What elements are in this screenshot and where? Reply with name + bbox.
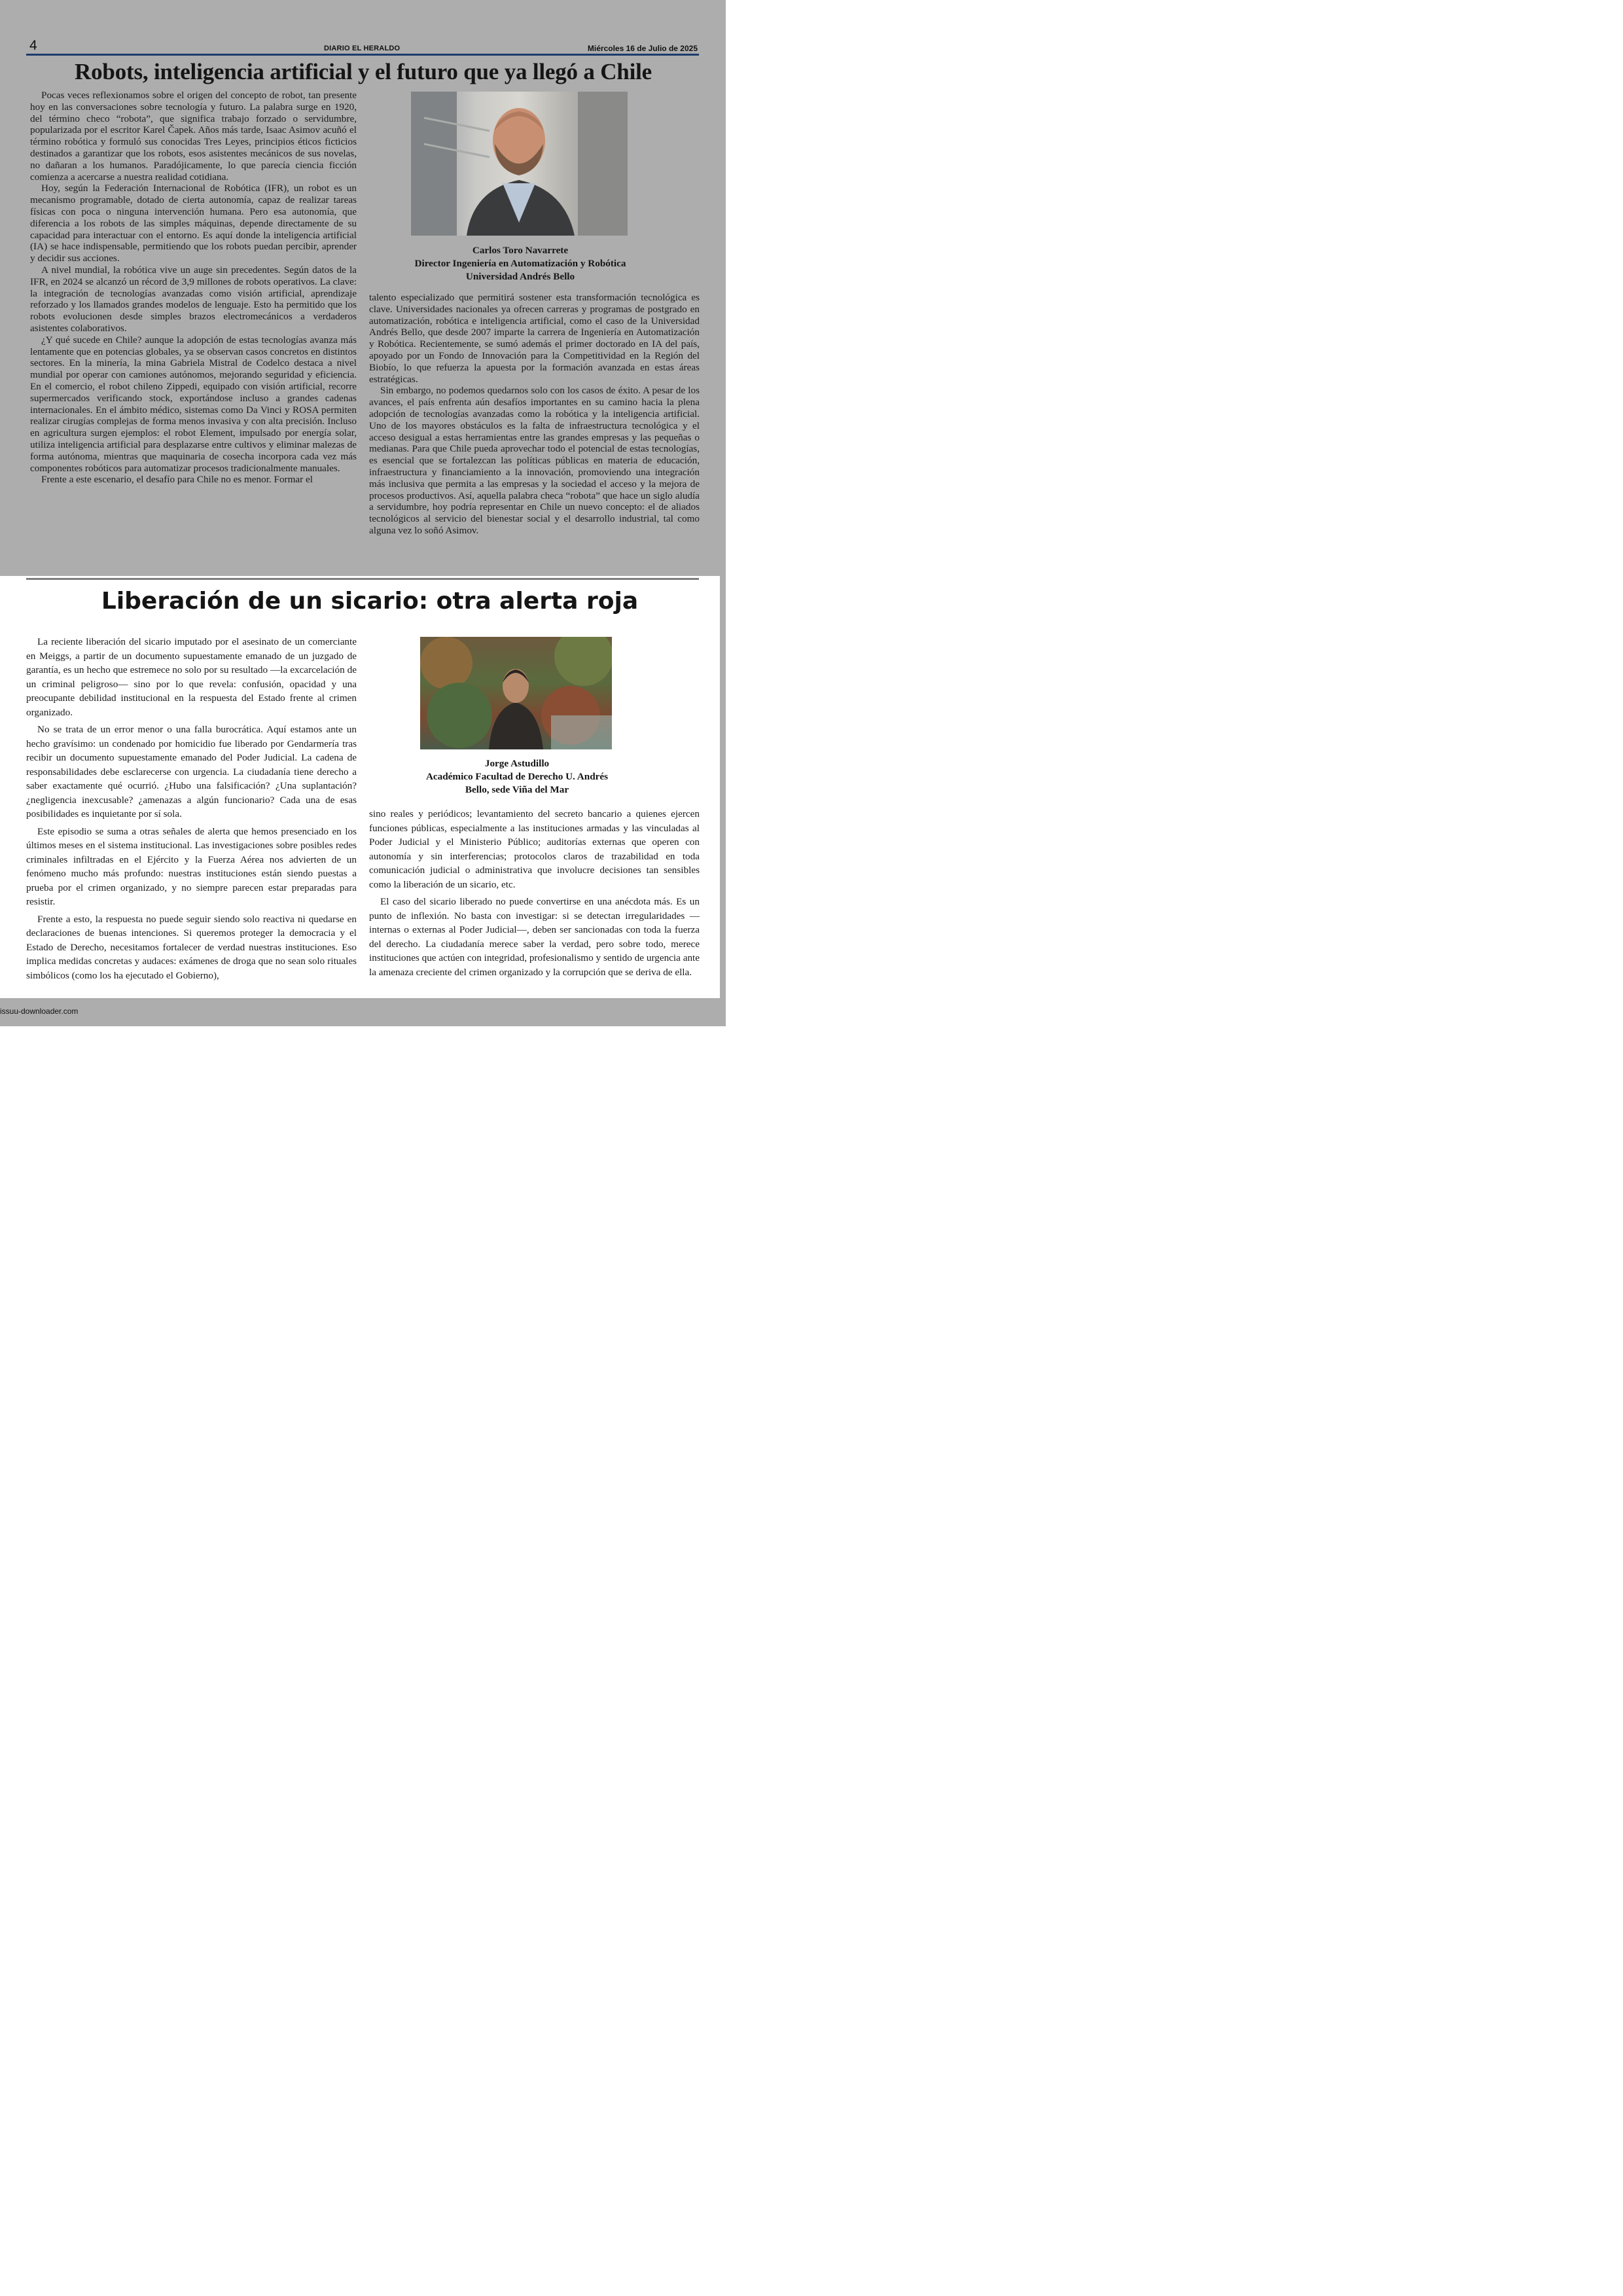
- article1-headline: Robots, inteligencia artificial y el futuro que ya llegó a Chile: [75, 59, 652, 84]
- paragraph: Este episodio se suma a otras señales de alerta que hemos presenciado en los últimos meses en el sistema institucional. Las investigaciones sobre posibles redes criminales infiltradas en el Ejército y la Fuerza Aérea nos advierten de un fenómeno mucho más profundo: nuestras instituciones están siendo puestas a prueba por el crimen organizado, y no siempre parecen estar preparadas para resistir.: [26, 825, 357, 907]
- margin-strip: [720, 576, 726, 1026]
- paragraph: sino reales y periódicos; levantamiento del secreto bancario a quienes ejercen funciones públicas, especialmente a las instituciones armadas y las vinculadas al Poder Judicial y el Ministerio Público; auditorías externas que operen con autonomía y sin interferencias; protocolos claros de trazabilidad en toda comunicación judicial o administrativa que involucre decisiones tan sensibles como la liberación de un sicario, etc.: [369, 808, 700, 890]
- footer-strip: [0, 998, 726, 1026]
- article1-author-caption: [399, 244, 641, 283]
- author-institution: Bello, sede Viña del Mar: [465, 784, 569, 795]
- paragraph: talento especializado que permitirá sostener esta transformación tecnológica es clave. Universidades nacionales ya ofrecen carreras y programas de postgrado en automatización, robótica e inteligencia artificial, como el caso de la Universidad Andrés Bello, que desde 2007 imparte la carrera de Ingeniería en Automatización y Robótica. Recientemente, se sumó además el primer doctorado en IA del país, apoyado por un Fondo de Innovación para la Competitividad en la Región del Biobío, lo que refuerza la apuesta por la formación avanzada en estas áreas estratégicas.: [369, 292, 700, 385]
- paragraph: ¿Y qué sucede en Chile? aunque la adopción de estas tecnologías avanza más lentamente que en potencias globales, ya se observan casos concretos en distintos sectores. En la minería, la mina Gabriela Mistral de Codelco destaca a nivel mundial por operar con camiones autónomos, mejorando seguridad y eficiencia. En el comercio, el robot chileno Zippedi, equipado con visión artificial, recorre supermercados verificando stock, exportándose incluso a grandes cadenas internacionales. En el ámbito médico, sistemas como Da Vinci y ROSA permiten realizar cirugías complejas de forma menos invasiva y con alta precisión. Incluso en agricultura surgen ejemplos: el robot Element, impulsado por energía solar, utiliza inteligencia artificial para desplazarse entre cultivos y eliminar malezas de forma autónoma, mientras que maquinaria de cosecha incorpora cada vez más componentes robóticos para automatizar procesos tradicionalmente manuales.: [30, 334, 357, 474]
- author-title: Director Ingeniería en Automatización y Robótica: [414, 258, 626, 269]
- author-name: Carlos Toro Navarrete: [472, 245, 569, 256]
- paragraph: Frente a esto, la respuesta no puede seguir siendo solo reactiva ni quedarse en declaraciones de buenas intenciones. Si queremos proteger la democracia y el Estado de Derecho, necesitamos fortalecer de verdad nuestras instituciones. Eso implica medidas concretas y audaces: exámenes de droga que no sean solo rituales simbólicos (como los ha ejecutado el Gobierno),: [26, 913, 357, 981]
- paragraph: Sin embargo, no podemos quedarnos solo con los casos de éxito. A pesar de los avances, el país enfrenta aún desafíos importantes en su camino hacia la plena adopción de tecnologías avanzadas como la robótica y la inteligencia artificial. Uno de los mayores obstáculos es la falta de infraestructura tecnológica y el acceso desigual a estas herramientas entre las grandes empresas y las pequeñas o medianas. Para que Chile pueda aprovechar todo el potencial de estas tecnologías, es esencial que se fortalezcan las políticas públicas en materia de educación, infraestructura y financiamiento a la innovación, promoviendo una integración más inclusiva que permita a las empresas y la sociedad el acceso y la mejora de procesos productivos. Así, aquella palabra checa “robota” que hace un siglo aludía a servidumbre, hoy podría representar en Chile un nuevo concepto: el de aliados tecnológicos al servicio del bienestar social y el desarrollo industrial, tal como alguna vez lo soñó Asimov.: [369, 385, 700, 536]
- article2-right-column: [369, 807, 700, 982]
- paragraph: El caso del sicario liberado no puede convertirse en una anécdota más. Es un punto de inflexión. No basta con investigar: si se detectan irregularidades —internas o externas al Poder Judicial—, deben ser sancionadas con toda la fuerza del derecho. La ciudadanía merece saber la verdad, pero sobre todo, merece instituciones que actúen con integridad, profesionalismo y sentido de urgencia ante la amenaza creciente del crimen organizado y la corrupción que se deriva de ella.: [369, 896, 700, 978]
- author-name: Jorge Astudillo: [484, 758, 550, 769]
- author-title: Académico Facultad de Derecho U. Andrés: [425, 771, 609, 782]
- paragraph: No se trata de un error menor o una falla burocrática. Aquí estamos ante un hecho gravísimo: un condenado por homicidio fue liberado por Gendarmería tras recibir un documento supuestamente emanado del Poder Judicial. La cadena de responsabilidades debe esclarecerse con urgencia. La ciudadanía tiene derecho a saber exactamente qué ocurrió. ¿Hubo una falsificación? ¿Una suplantación? ¿negligencia inexcusable? ¿amenazas a algún funcionario? Cada una de esas posibilidades es inquietante por sí sola.: [26, 724, 357, 819]
- author-institution: Universidad Andrés Bello: [465, 271, 575, 282]
- author-photo-jorge-astudillo: [420, 637, 612, 749]
- article1-left-column: [30, 90, 357, 486]
- article1-right-column: [369, 292, 700, 537]
- article2-author-caption: [406, 757, 628, 797]
- paragraph: Hoy, según la Federación Internacional de Robótica (IFR), un robot es un mecanismo programable, dotado de cierta autonomía, capaz de realizar tareas físicas con poca o ninguna intervención humana. Pero esa autonomía, que diferencia a los robots de las simples máquinas, depende directamente de su capacidad para interactuar con el entorno. Es aquí donde la inteligencia artificial (IA) se hace indispensable, permitiendo que los robots puedan percibir, aprender y decidir sus acciones.: [30, 183, 357, 264]
- paragraph: Frente a este escenario, el desafío para Chile no es menor. Formar el: [41, 474, 313, 486]
- paragraph: Pocas veces reflexionamos sobre el origen del concepto de robot, tan presente hoy en las conversaciones sobre tecnología y futuro. La palabra surge en 1920, del término checo “robota”, que significa trabajo forzado o servidumbre, popularizada por el escritor Karel Čapek. Años más tarde, Isaac Asimov acuñó el término robótica y formuló sus conocidas Tres Leyes, principios éticos ficticios destinados a garantizar que los robots, esos asistentes mecánicos de sus novelas, no dañaran a los humanos. Paradójicamente, lo que parecía ciencia ficción comienza a acercarse a nuestra realidad cotidiana.: [30, 90, 357, 183]
- source-credit: issuu-downloader.com: [0, 1007, 79, 1016]
- masthead: DIARIO EL HERALDO: [324, 45, 401, 52]
- page-number: 4: [29, 38, 37, 53]
- paragraph: La reciente liberación del sicario imputado por el asesinato de un comerciante en Meiggs, a partir de un documento supuestamente emanado de un juzgado de garantía, es un hecho que estremece no solo por su resultado —la excarcelación de un criminal peligroso— sino por lo que revela: confusión, opacidad y una preocupante debilidad institucional en la respuesta del Estado frente al crimen organizado.: [26, 636, 357, 718]
- section-divider: [26, 578, 699, 580]
- paragraph: A nivel mundial, la robótica vive un auge sin precedentes. Según datos de la IFR, en 2024 se alcanzó un récord de 3,9 millones de robots operativos. La clave: la integración de tecnologías avanzadas como visión artificial, aprendizaje reforzado y los llamados grandes modelos de lenguaje. Esto ha permitido que los robots evolucionen desde simples brazos electromecánicos a verdaderos asistentes colaborativos.: [30, 264, 357, 334]
- article2-left-column: [26, 635, 357, 986]
- author-photo-carlos-toro: [411, 92, 628, 236]
- article2-headline: Liberación de un sicario: otra alerta roja: [101, 588, 639, 615]
- header-rule: [26, 54, 699, 56]
- issue-date: Miércoles 16 de Julio de 2025: [587, 44, 698, 53]
